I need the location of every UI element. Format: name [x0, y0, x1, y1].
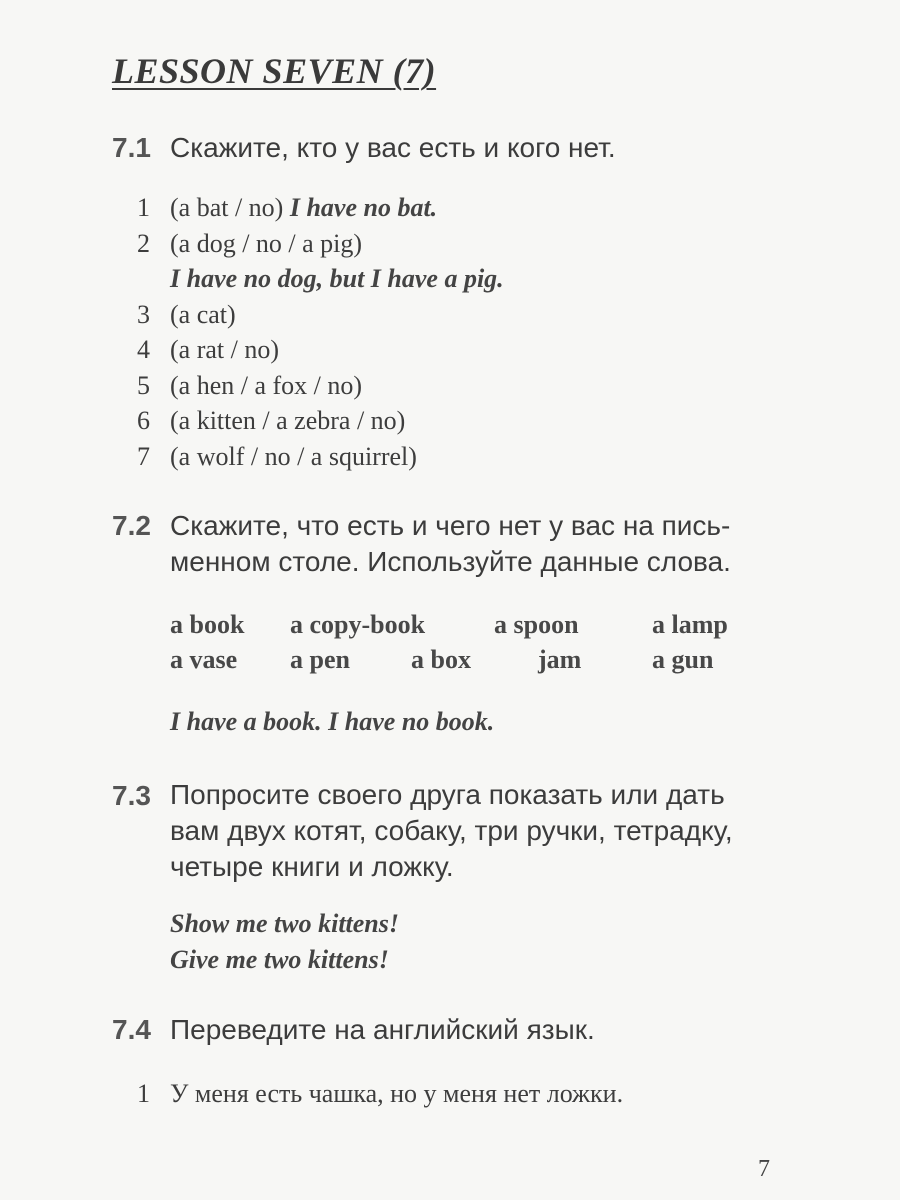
list-item [137, 190, 504, 226]
example-line: Show me two kittens! [170, 909, 399, 938]
lesson-title: LESSON SEVEN (7) [112, 51, 437, 91]
exercise-7-4-items [137, 1076, 623, 1112]
instruction-line: менном столе. Используйте данные слова. [170, 546, 731, 577]
item-number: 6 [137, 406, 150, 435]
item-text: У меня есть чашка, но у меня нет ложки. [170, 1079, 624, 1108]
list-item [137, 226, 504, 262]
list-item [137, 368, 504, 404]
exercise-7-3-instruction [170, 777, 733, 885]
exercise-7-2-number: 7.2 [112, 510, 151, 541]
item-number: 1 [137, 1079, 150, 1108]
word-item: a spoon [494, 610, 579, 639]
instruction-line: четыре книги и ложку. [170, 851, 454, 882]
word-item: a book [170, 610, 245, 639]
exercise-7-4-instruction: Переведите на английский язык. [170, 1014, 595, 1045]
word-item: a gun [652, 645, 714, 674]
list-item [137, 297, 504, 333]
example-line: Give me two kittens! [170, 945, 389, 974]
item-prompt: (a bat / no) [170, 193, 284, 222]
instruction-line: вам двух котят, собаку, три ручки, тетрадку, [170, 815, 733, 846]
list-item [137, 332, 504, 368]
word-item: a lamp [652, 610, 728, 639]
page-number: 7 [758, 1156, 770, 1182]
item-prompt: (a wolf / no / a squirrel) [170, 441, 417, 471]
item-prompt: (a kitten / a zebra / no) [170, 406, 406, 435]
item-number: 1 [137, 193, 150, 222]
list-item [137, 403, 504, 439]
item-number: 4 [137, 335, 150, 364]
exercise-7-4-number: 7.4 [112, 1014, 151, 1045]
item-number: 2 [137, 228, 150, 258]
item-prompt: (a rat / no) [170, 335, 280, 364]
instruction-line: Скажите, что есть и чего нет у вас на пись- [170, 510, 731, 541]
item-prompt: (a dog / no / a pig) [170, 228, 363, 258]
item-prompt: (a hen / a fox / no) [170, 370, 363, 400]
instruction-line: Попросите своего друга показать или дать [170, 779, 725, 810]
item-number: 5 [137, 370, 150, 400]
item-answer: I have no bat. [289, 193, 438, 222]
exercise-7-1-instruction: Скажите, кто у вас есть и кого нет. [170, 132, 616, 163]
exercise-7-1-items [137, 190, 504, 474]
item-prompt: (a cat) [170, 299, 236, 329]
list-item [137, 1076, 623, 1112]
word-item: a copy-book [290, 610, 426, 639]
list-item [137, 439, 504, 475]
word-item: a box [411, 645, 471, 674]
exercise-7-3-number: 7.3 [112, 780, 151, 811]
item-number: 7 [137, 441, 150, 471]
item-answer: I have no dog, but I have a pig. [170, 264, 504, 293]
word-item: a vase [170, 645, 238, 674]
exercise-7-2-example: I have a book. I have no book. [170, 707, 495, 736]
word-item: a pen [290, 645, 350, 674]
exercise-7-1-number: 7.1 [112, 132, 151, 163]
exercise-7-3-examples [170, 906, 399, 978]
word-item: jam [538, 645, 582, 674]
exercise-7-2-instruction [170, 508, 731, 580]
item-number: 3 [137, 299, 150, 329]
